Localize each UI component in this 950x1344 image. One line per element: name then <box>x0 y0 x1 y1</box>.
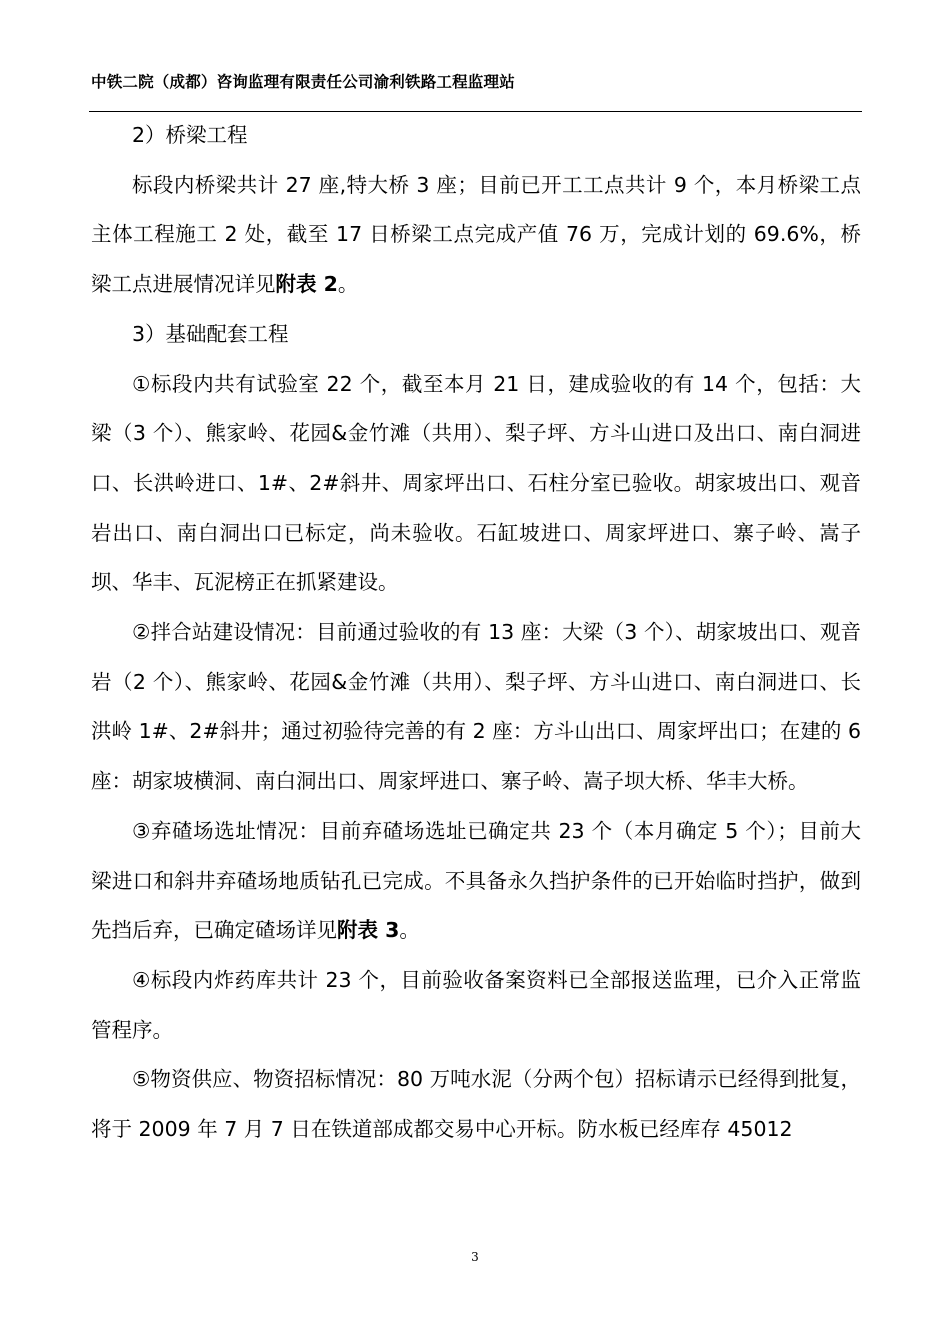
spoil-site-text: ③弃碴场选址情况：目前弃碴场选址已确定共 23 个（本月确定 5 个）；目前大梁进口和斜井弃碴场地质钻孔已完成。不具备永久挡护条件的已开始临时挡护，做到先挡后弃，已确定碴场详见 <box>91 818 861 943</box>
spoil-site-table-ref: 附表 3 <box>337 918 400 943</box>
bridge-heading: 2）桥梁工程 <box>132 123 248 147</box>
bridge-table-ref: 附表 2 <box>275 272 338 297</box>
infra-heading: 3）基础配套工程 <box>132 321 289 346</box>
spoil-site-paragraph <box>91 807 861 956</box>
spoil-site-end: 。 <box>399 918 420 943</box>
page-number: 3 <box>471 1250 479 1264</box>
document-body <box>91 111 861 1155</box>
document-header: 中铁二院（成都）咨询监理有限责任公司渝利铁路工程监理站 <box>91 73 515 91</box>
bridge-end: 。 <box>337 272 359 297</box>
explosive-depot-paragraph: ④标段内炸药库共计 23 个，目前验收备案资料已全部报送监理，已介入正常监管程序。 <box>91 967 861 1042</box>
bridge-text: 标段内桥梁共计 27 座,特大桥 3 座；目前已开工工点共计 9 个，本月桥梁工点主体工程施工 2 处，截至 17 日桥梁工点完成产值 76 万，完成计划的 69.6%，桥梁工点进展情况详见 <box>91 172 861 297</box>
mixing-station-paragraph: ②拌合站建设情况：目前通过验收的有 13 座：大梁（3 个）、胡家坡出口、观音岩（2 个）、熊家岭、花园&金竹滩（共用）、梨子坪、方斗山进口、南白洞进口、长洪岭 1#、2#斜井；通过初验待完善的有 2 座：方斗山出口、周家坪出口；在建的 6 座：胡家坡横洞、南白洞出口、周家坪进口、寨子岭、嵩子坝大桥、华丰大桥。 <box>91 620 861 794</box>
materials-paragraph: ⑤物资供应、物资招标情况：80 万吨水泥（分两个包）招标请示已经得到批复，将于 2009 年 7 月 7 日在铁道部成都交易中心开标。防水板已经库存 45012 <box>91 1067 861 1142</box>
lab-paragraph: ①标段内共有试验室 22 个，截至本月 21 日，建成验收的有 14 个，包括：大梁（3 个）、熊家岭、花园&金竹滩（共用）、梨子坪、方斗山进口及出口、南白洞进口、长洪岭进口、1#、2#斜井、周家坪出口、石柱分室已验收。胡家坡出口、观音岩出口、南白洞出口已标定，尚未验收。石缸坡进口、周家坪进口、寨子岭、嵩子坝、华丰、瓦泥榜正在抓紧建设。 <box>91 371 861 595</box>
bridge-paragraph <box>91 161 861 310</box>
